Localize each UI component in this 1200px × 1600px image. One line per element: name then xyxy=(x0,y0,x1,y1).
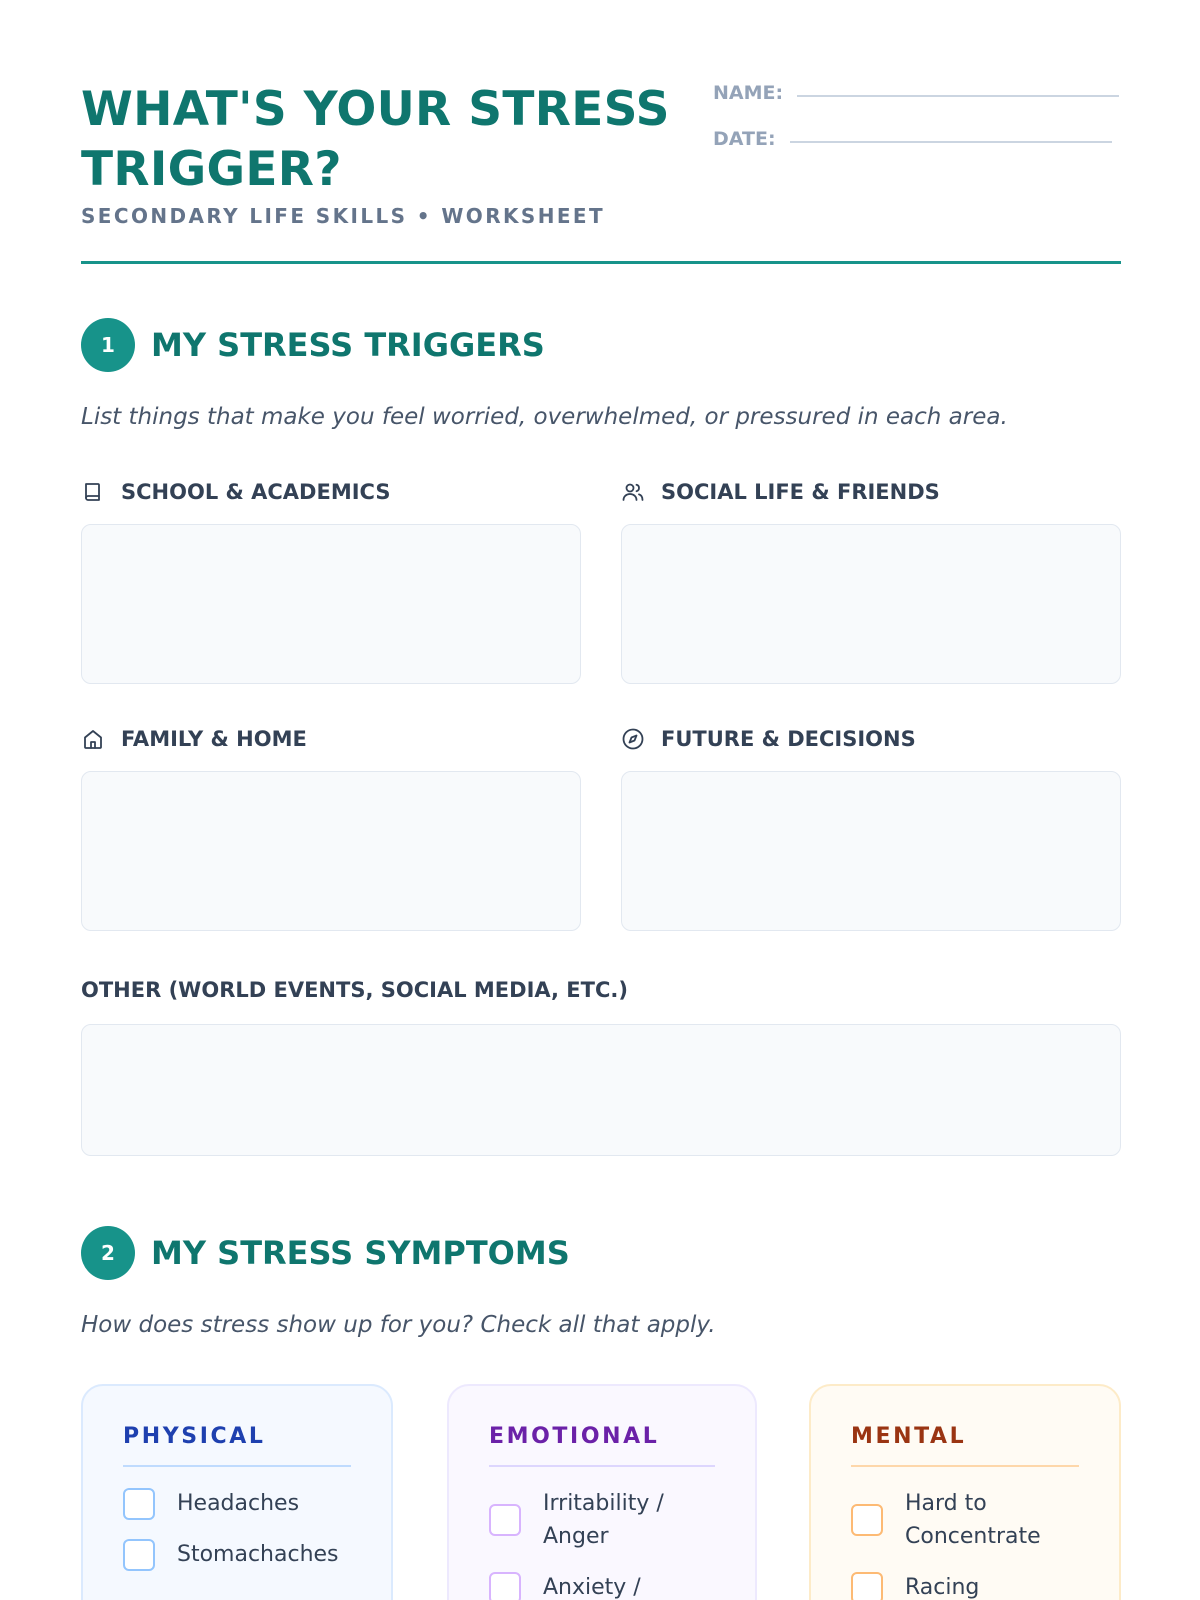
card-title: MENTAL xyxy=(851,1424,1079,1467)
users-icon xyxy=(621,480,645,504)
worksheet-header xyxy=(81,80,1121,264)
category-label-text: FAMILY & HOME xyxy=(121,727,307,751)
symptom-item xyxy=(123,1487,351,1520)
section-number-badge: 2 xyxy=(81,1226,135,1280)
social-answer-box[interactable] xyxy=(621,524,1121,684)
family-answer-box[interactable] xyxy=(81,771,581,931)
book-icon xyxy=(81,480,105,504)
name-label: NAME: xyxy=(713,82,784,104)
symptom-item xyxy=(489,1487,715,1553)
section-instructions: How does stress show up for you? Check all that apply. xyxy=(81,1312,716,1338)
section-title: MY STRESS SYMPTOMS xyxy=(151,1234,570,1272)
section-number-badge: 1 xyxy=(81,318,135,372)
symptom-label: Anxiety / xyxy=(543,1575,641,1600)
page-title: WHAT'S YOUR STRESS TRIGGER? xyxy=(81,82,670,197)
symptom-label: Stomachaches xyxy=(177,1542,339,1567)
symptom-label: Hard to Concentrate xyxy=(905,1491,1041,1549)
date-field[interactable] xyxy=(713,128,1112,150)
category-family-label xyxy=(81,727,307,751)
symptom-item xyxy=(489,1571,715,1600)
card-title: EMOTIONAL xyxy=(489,1424,715,1467)
checkbox[interactable] xyxy=(123,1488,155,1520)
category-label-text: FUTURE & DECISIONS xyxy=(661,727,916,751)
section-triggers-heading xyxy=(81,318,545,372)
category-future-label xyxy=(621,727,916,751)
name-field[interactable] xyxy=(713,82,1119,104)
compass-icon xyxy=(621,727,645,751)
section-symptoms-heading xyxy=(81,1226,570,1280)
home-icon xyxy=(81,727,105,751)
name-line[interactable] xyxy=(797,95,1119,97)
category-school-label xyxy=(81,480,390,504)
symptom-label: Irritability / Anger xyxy=(543,1491,664,1549)
checkbox[interactable] xyxy=(123,1539,155,1571)
page-subtitle: SECONDARY LIFE SKILLS • WORKSHEET xyxy=(81,204,606,228)
checkbox[interactable] xyxy=(851,1504,883,1536)
physical-symptoms-card xyxy=(81,1384,393,1600)
category-social-label xyxy=(621,480,940,504)
emotional-symptoms-card xyxy=(447,1384,757,1600)
mental-symptoms-card xyxy=(809,1384,1121,1600)
date-line[interactable] xyxy=(790,141,1112,143)
symptom-item xyxy=(123,1538,351,1571)
school-answer-box[interactable] xyxy=(81,524,581,684)
section-title: MY STRESS TRIGGERS xyxy=(151,326,545,364)
checkbox[interactable] xyxy=(851,1572,883,1600)
section-instructions: List things that make you feel worried, overwhelmed, or pressured in each area. xyxy=(81,404,1008,430)
category-label-text: SCHOOL & ACADEMICS xyxy=(121,480,391,504)
symptom-label: Headaches xyxy=(177,1491,300,1516)
date-label: DATE: xyxy=(713,128,776,150)
category-label-text: SOCIAL LIFE & FRIENDS xyxy=(661,480,940,504)
future-answer-box[interactable] xyxy=(621,771,1121,931)
symptom-item xyxy=(851,1487,1079,1553)
card-title: PHYSICAL xyxy=(123,1424,351,1467)
symptom-item xyxy=(851,1571,1079,1600)
other-answer-box[interactable] xyxy=(81,1024,1121,1156)
category-label-text: OTHER (WORLD EVENTS, SOCIAL MEDIA, ETC.) xyxy=(81,978,628,1002)
symptom-label: Racing xyxy=(905,1575,980,1600)
checkbox[interactable] xyxy=(489,1572,521,1600)
worksheet-page xyxy=(81,0,1121,1600)
category-other-label xyxy=(81,978,628,1002)
checkbox[interactable] xyxy=(489,1504,521,1536)
